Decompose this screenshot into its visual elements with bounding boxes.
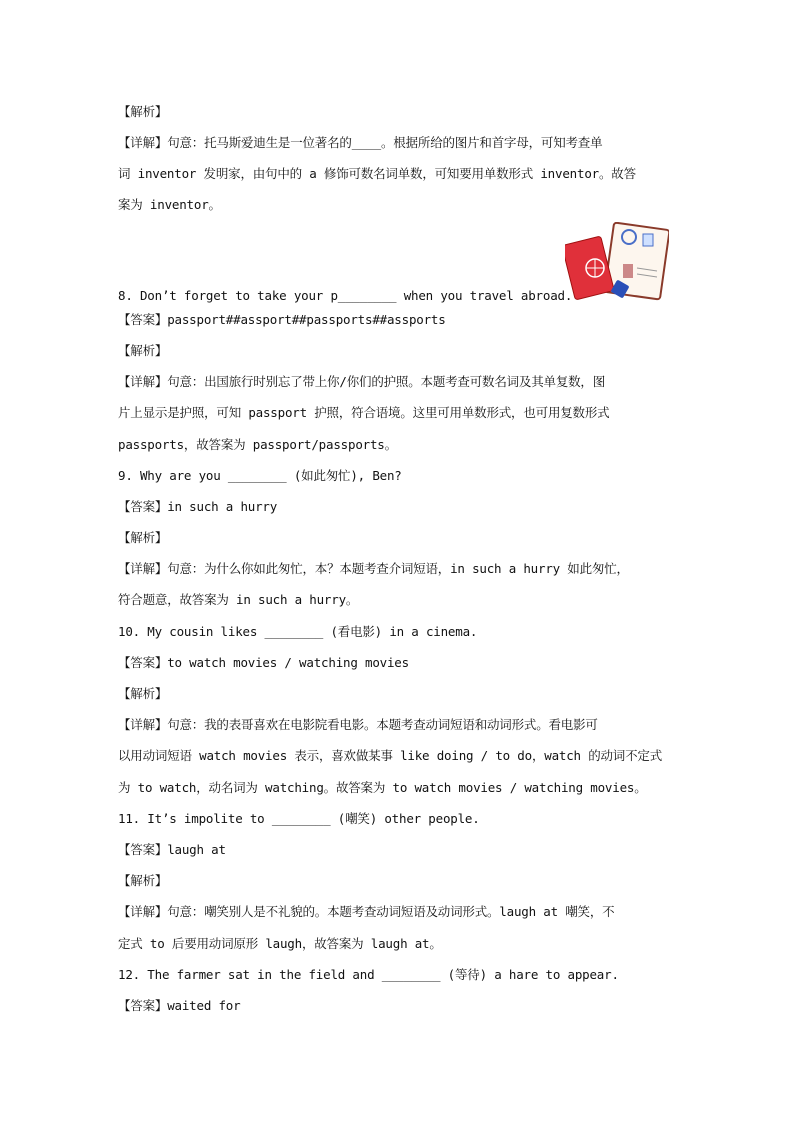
question-10: 10. My cousin likes ________ (看电影) in a cinema. (118, 624, 478, 639)
line: 【详解】句意：为什么你如此匆忙，本？本题考查介词短语，in such a hurry 如此匆忙， (118, 561, 629, 576)
line: 词 inventor 发明家，由句中的 a 修饰可数名词单数，可知要用单数形式 inventor。故答 (118, 166, 636, 181)
question-9: 9. Why are you ________ (如此匆忙), Ben? (118, 468, 402, 483)
line: 【详解】句意：出国旅行时别忘了带上你/你们的护照。本题考查可数名词及其单复数，图 (118, 374, 606, 389)
answer-11: 【答案】laugh at (118, 842, 226, 857)
line: 案为 inventor。 (118, 197, 221, 212)
line: 【解析】 (118, 530, 168, 545)
question-11: 11. It’s impolite to ________ (嘲笑) other people. (118, 811, 480, 826)
question-12: 12. The farmer sat in the field and ________ (等待) a hare to appear. (118, 967, 619, 982)
line: 【详解】句意：托马斯爱迪生是一位著名的____。根据所给的图片和首字母，可知考查单 (118, 135, 603, 150)
line: passports，故答案为 passport/passports。 (118, 437, 397, 452)
question-8: 8. Don’t forget to take your p________ when you travel abroad. (118, 288, 573, 303)
line: 片上显示是护照，可知 passport 护照，符合语境。这里可用单数形式，也可用复数形式 (118, 405, 610, 420)
line: 【解析】 (118, 686, 168, 701)
line: 【解析】 (118, 873, 168, 888)
line: 【详解】句意：嘲笑别人是不礼貌的。本题考查动词短语及动词形式。laugh at 嘲笑，不 (118, 904, 615, 919)
line: 为 to watch，动名词为 watching。故答案为 to watch movies / watching movies。 (118, 780, 647, 795)
line: 符合题意，故答案为 in such a hurry。 (118, 592, 359, 607)
answer-8: 【答案】passport##assport##passports##assports (118, 312, 446, 327)
answer-12: 【答案】waited for (118, 998, 241, 1013)
answer-10: 【答案】to watch movies / watching movies (118, 655, 409, 670)
line: 【解析】 (118, 343, 168, 358)
answer-9: 【答案】in such a hurry (118, 499, 278, 514)
line: 定式 to 后要用动词原形 laugh，故答案为 laugh at。 (118, 936, 442, 951)
passport-illustration-icon (565, 222, 669, 304)
line: 【解析】 (118, 104, 168, 119)
line: 【详解】句意：我的表哥喜欢在电影院看电影。本题考查动词短语和动词形式。看电影可 (118, 717, 598, 732)
line: 以用动词短语 watch movies 表示，喜欢做某事 like doing / to do，watch 的动词不定式 (118, 748, 663, 763)
